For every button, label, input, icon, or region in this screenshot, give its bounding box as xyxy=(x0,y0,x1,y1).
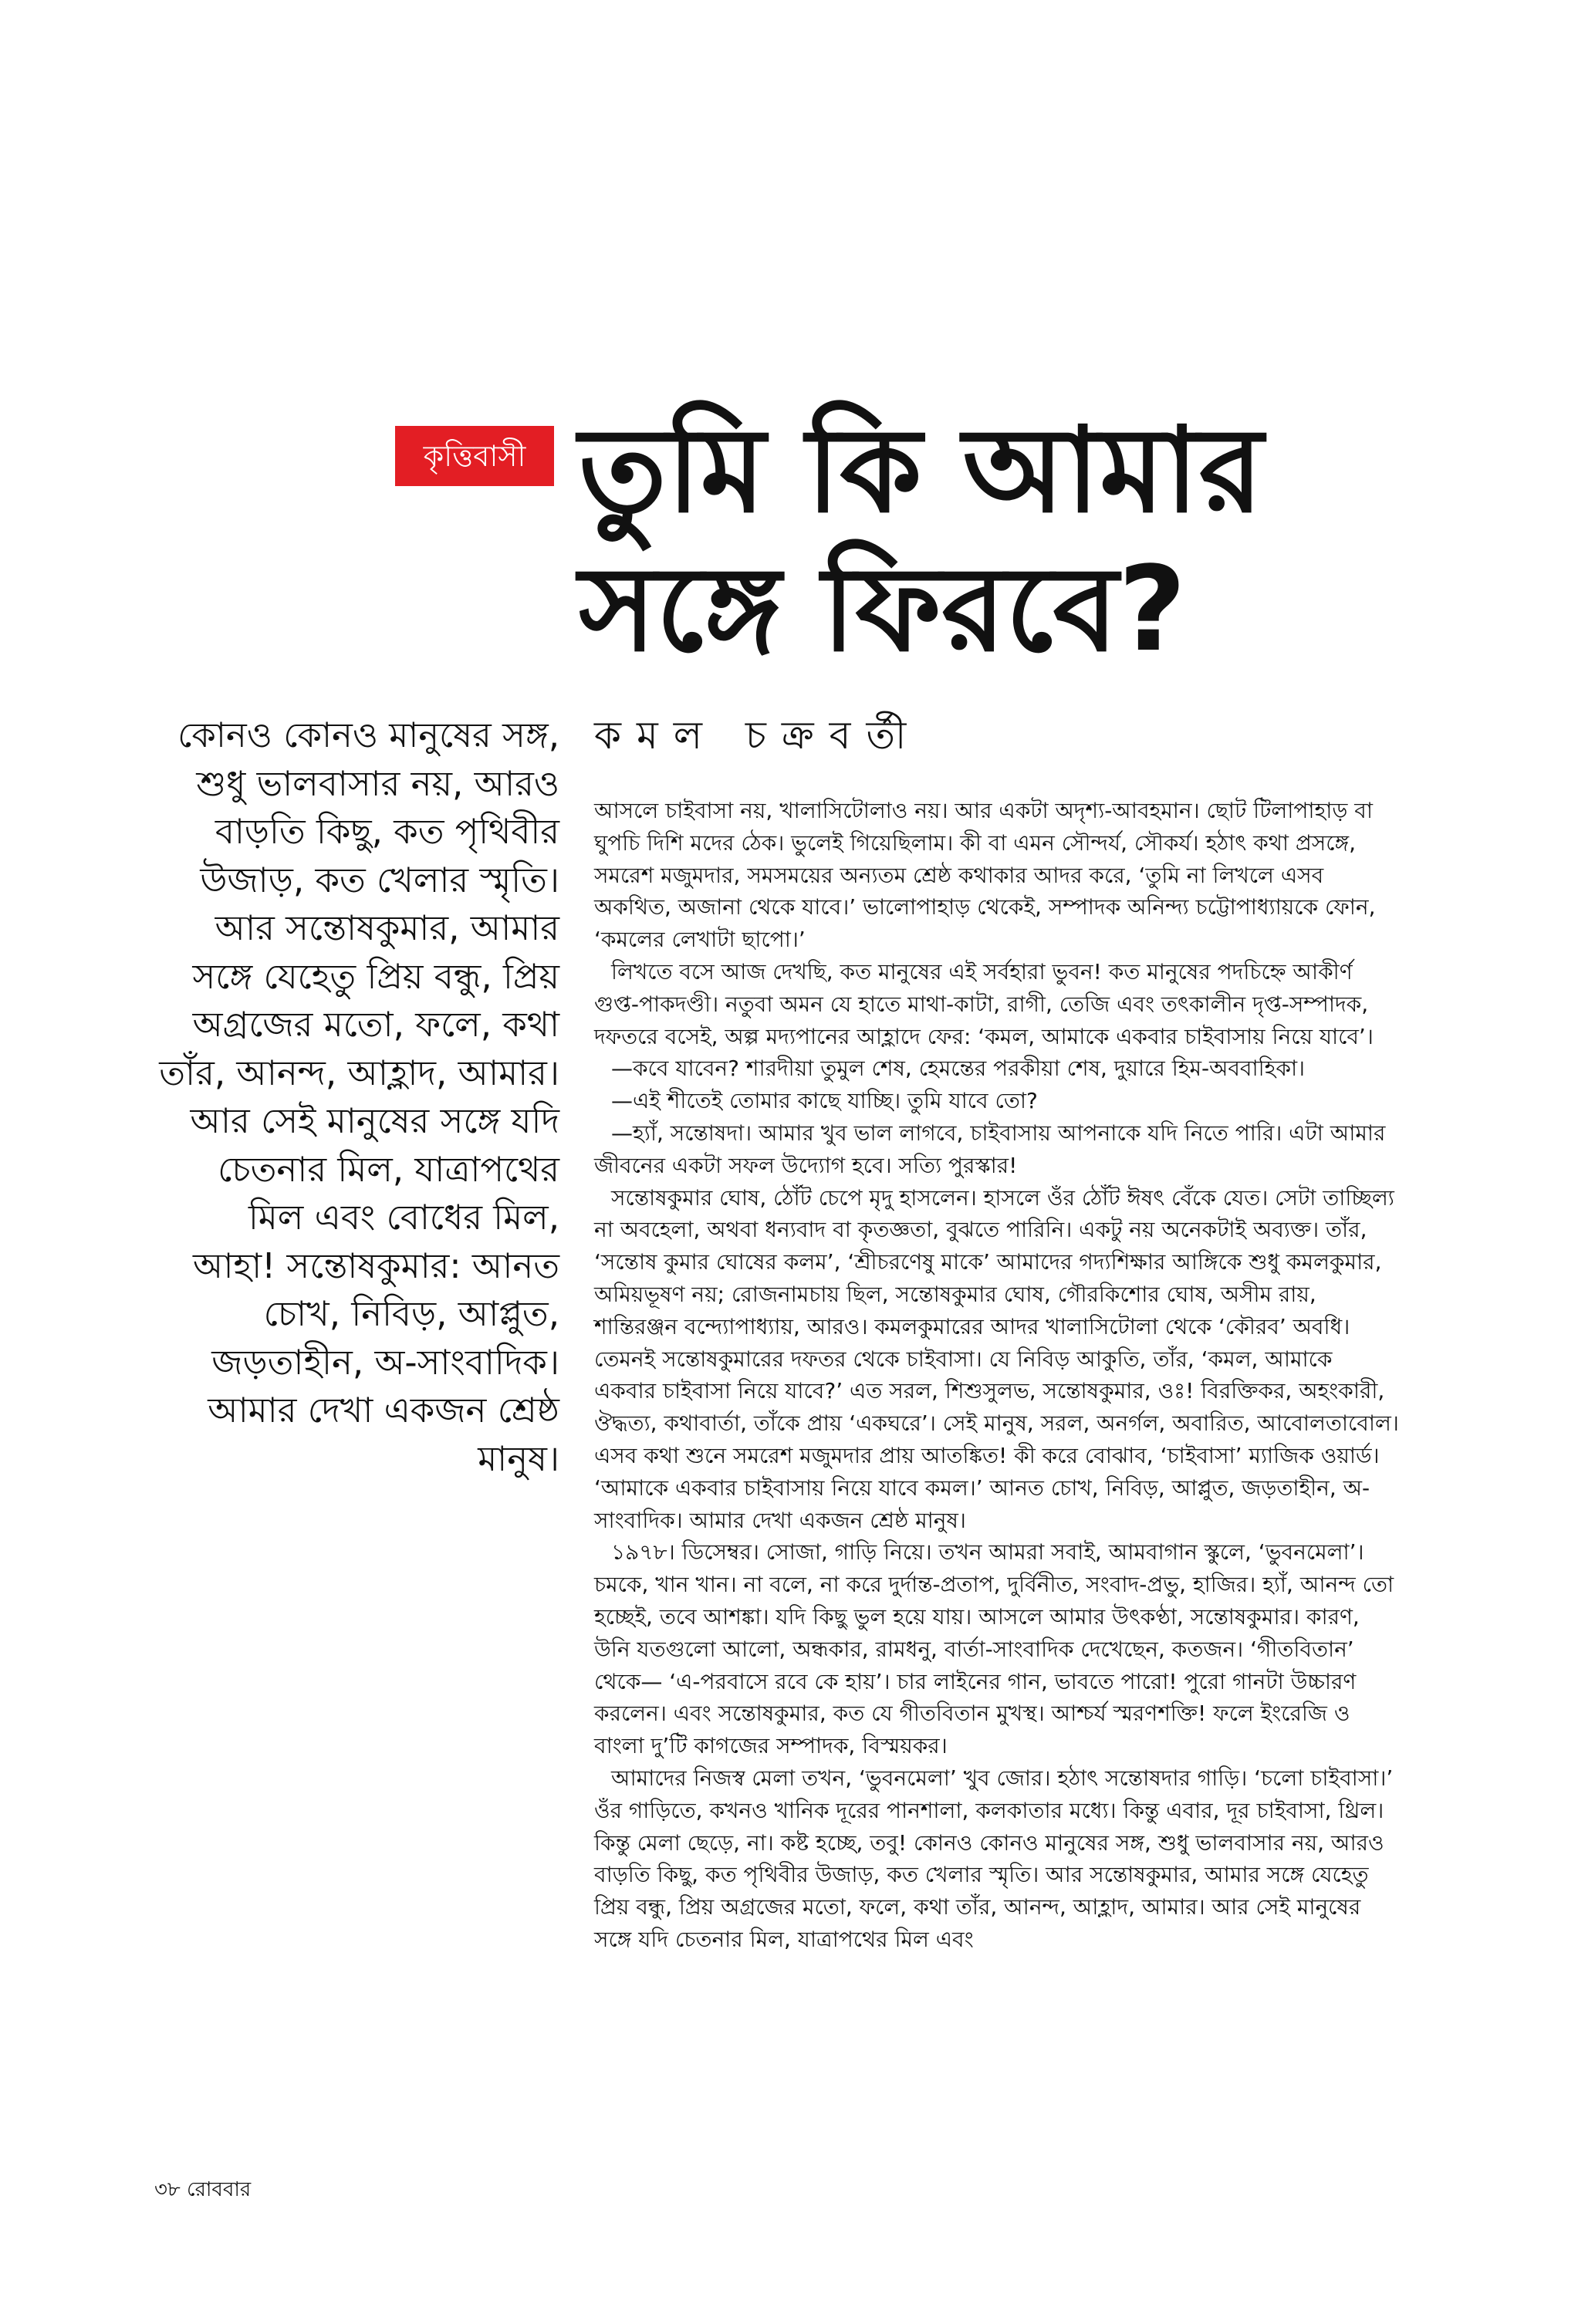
body-paragraph: —এই শীতেই তোমার কাছে যাচ্ছি। তুমি যাবে তো? xyxy=(611,1088,1038,1114)
pull-quote: কোনও কোনও মানুষের সঙ্গ, শুধু ভালবাসার নয়, আরও বাড়তি কিছু, কত পৃথিবীর উজাড়, কত খেলার স্মৃতি। আর সন্তোষকুমার, আমার সঙ্গে যেহেতু প্রিয় বন্ধু, প্রিয় অগ্রজের মতো, ফলে, কথা তাঁর, আনন্দ, আহ্লাদ, আমার। আর সেই মানুষের সঙ্গে যদি চেতনার মিল, যাত্রাপথের মিল এবং বোধের মিল, আহা! সন্তোষকুমার: আনত চোখ, নিবিড়, আপ্লুত, জড়তাহীন, অ-সাংবাদিক। আমার দেখা একজন শ্রেষ্ঠ মানুষ। xyxy=(159,714,559,1479)
body-paragraph: আমাদের নিজস্ব মেলা তখন, ‘ভুবনমেলা’ খুব জোর। হঠাৎ সন্তোষদার গাড়ি। ‘চলো চাইবাসা।’ ওঁর গাড়িতে, কখনও খানিক দূরের পানশালা, কলকাতার মধ্যে। কিন্তু এবার, দূর চাইবাসা, থ্রিল। কিন্তু মেলা ছেড়ে, না। কষ্ট হচ্ছে, তবু! কোনও কোনও মানুষের সঙ্গ, শুধু ভালবাসার নয়, আরও বাড়তি কিছু, কত পৃথিবীর উজাড়, কত খেলার স্মৃতি। আর সন্তোষকুমার, আমার সঙ্গে যেহেতু প্রিয় বন্ধু, প্রিয় অগ্রজের মতো, ফলে, কথা তাঁর, আনন্দ, আহ্লাদ, আমার। আর সেই মানুষের সঙ্গে যদি চেতনার মিল, যাত্রাপথের মিল এবং xyxy=(594,1765,1394,1952)
headline-line-1: তুমি কি আমার xyxy=(579,402,1263,539)
page-folio: ৩৮ রোববার xyxy=(154,2178,252,2201)
body-paragraph: লিখতে বসে আজ দেখছি, কত মানুষের এই সর্বহারা ভুবন! কত মানুষের পদচিহ্নে আকীর্ণ গুপ্ত-পাকদণ্ডী। নতুবা অমন যে হাতে মাথা-কাটা, রাগী, তেজি এবং তৎকালীন দৃপ্ত-সম্পাদক, দফতরে বসেই, অল্প মদ্যপানের আহ্লাদে ফের: ‘কমল, আমাকে একবার চাইবাসায় নিয়ে যাবে’। xyxy=(594,958,1374,1049)
body-paragraph: —হ্যাঁ, সন্তোষদা। আমার খুব ভাল লাগবে, চাইবাসায় আপনাকে যদি নিতে পারি। এটা আমার জীবনের একটা সফল উদ্যোগ হবে। সত্যি পুরস্কার! xyxy=(594,1120,1386,1178)
headline-line-2: সঙ্গে ফিরবে? xyxy=(579,541,1187,677)
article-body xyxy=(594,795,1401,1956)
body-paragraph: সন্তোষকুমার ঘোষ, ঠোঁট চেপে মৃদু হাসলেন। হাসলে ওঁর ঠোঁট ঈষৎ বেঁকে যেত। সেটা তাচ্ছিল্য না অবহেলা, অথবা ধন্যবাদ বা কৃতজ্ঞতা, বুঝতে পারিনি। একটু নয় অনেকটাই অব্যক্ত। তাঁর, ‘সন্তোষ কুমার ঘোষের কলম’, ‘শ্রীচরণেষু মাকে’ আমাদের গদ্যশিক্ষার আঙ্গিকে শুধু কমলকুমার, অমিয়ভূষণ নয়; রোজনামচায় ছিল, সন্তোষকুমার ঘোষ, গৌরকিশোর ঘোষ, অসীম রায়, শান্তিরঞ্জন বন্দ্যোপাধ্যায়, আরও। কমলকুমারের আদর খালাসিটোলা থেকে ‘কৌরব’ অবধি। তেমনই সন্তোষকুমারের দফতর থেকে চাইবাসা। যে নিবিড় আকুতি, তাঁর, ‘কমল, আমাকে একবার চাইবাসা নিয়ে যাবে?’ এত সরল, শিশুসুলভ, সন্তোষকুমার, ওঃ! বিরক্তিকর, অহংকারী, ঔদ্ধত্য, কথাবার্তা, তাঁকে প্রায় ‘একঘরে’। সেই মানুষ, সরল, অনর্গল, অবারিত, আবোলতাবোল। এসব কথা শুনে সমরেশ মজুমদার প্রায় আতঙ্কিত! কী করে বোঝাব, ‘চাইবাসা’ ম্যাজিক ওয়ার্ড। ‘আমাকে একবার চাইবাসায় নিয়ে যাবে কমল।’ আনত চোখ, নিবিড়, আপ্লুত, জড়তাহীন, অ-সাংবাদিক। আমার দেখা একজন শ্রেষ্ঠ মানুষ। xyxy=(594,1184,1399,1533)
headline xyxy=(579,401,1350,679)
body-paragraph: ১৯৭৮। ডিসেম্বর। সোজা, গাড়ি নিয়ে। তখন আমরা সবাই, আমবাগান স্কুলে, ‘ভুবনমেলা’। চমকে, খান খান। না বলে, না করে দুর্দান্ত-প্রতাপ, দুর্বিনীত, সংবাদ-প্রভু, হাজির। হ্যাঁ, আনন্দ তো হচ্ছেই, তবে আশঙ্কা। যদি কিছু ভুল হয়ে যায়। আসলে আমার উৎকণ্ঠা, সন্তোষকুমার। কারণ, উনি যতগুলো আলো, অন্ধকার, রামধনু, বার্তা-সাংবাদিক দেখেছেন, কতজন। ‘গীতবিতান’ থেকে— ‘এ-পরবাসে রবে কে হায়’। চার লাইনের গান, ভাবতে পারো! পুরো গানটা উচ্চারণ করলেন। এবং সন্তোষকুমার, কত যে গীতবিতান মুখস্থ। আশ্চর্য স্মরণশক্তি! ফলে ইংরেজি ও বাংলা দু’টি কাগজের সম্পাদক, বিস্ময়কর। xyxy=(594,1539,1394,1759)
section-tag: কৃত্তিবাসী xyxy=(395,426,554,486)
body-paragraph: আসলে চাইবাসা নয়, খালাসিটোলাও নয়। আর একটা অদৃশ্য-আবহমান। ছোট টিলাপাহাড় বা ঘুপচি দিশি মদের ঠেক। ভুলেই গিয়েছিলাম। কী বা এমন সৌন্দর্য, সৌকর্য। হঠাৎ কথা প্রসঙ্গে, সমরেশ মজুমদার, সমসময়ের অন্যতম শ্রেষ্ঠ কথাকার আদর করে, ‘তুমি না লিখলে এসব অকথিত, অজানা থেকে যাবে।’ ভালোপাহাড় থেকেই, সম্পাদক অনিন্দ্য চট্টোপাধ্যায়কে ফোন, ‘কমলের লেখাটা ছাপো।’ xyxy=(594,798,1376,953)
body-paragraph: —কবে যাবেন? শারদীয়া তুমুল শেষ, হেমন্তের পরকীয়া শেষ, দুয়ারে হিম-অববাহিকা। xyxy=(611,1056,1306,1082)
author-byline: কমল চক্রবর্তী xyxy=(594,713,922,758)
